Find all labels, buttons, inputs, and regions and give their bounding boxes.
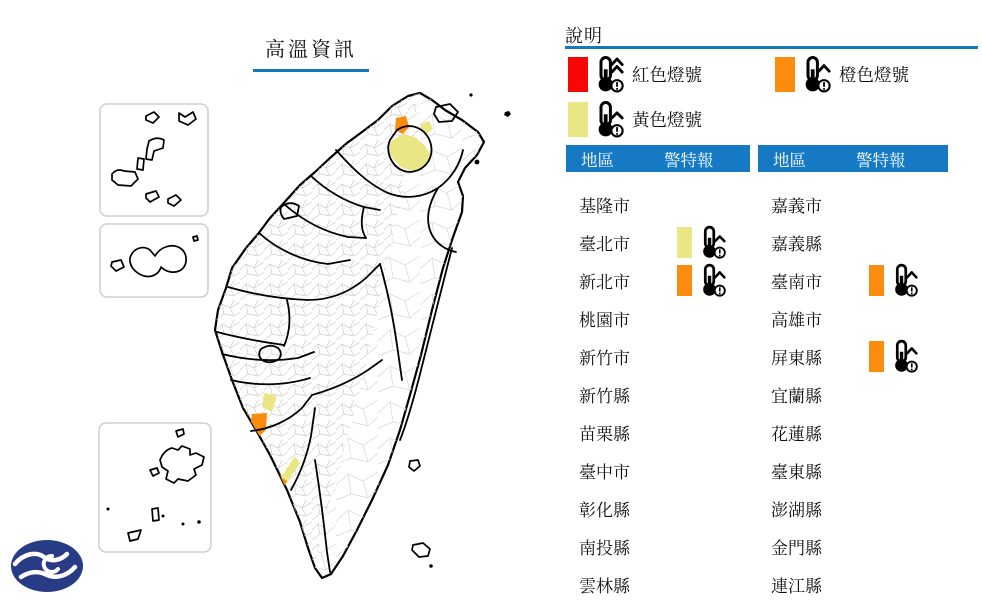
table-row[interactable] bbox=[758, 565, 948, 603]
region-label: 臺中市 bbox=[579, 462, 630, 482]
orchid-island bbox=[412, 543, 430, 557]
region-label: 新竹市 bbox=[579, 348, 630, 368]
warning-cell bbox=[677, 223, 727, 261]
warning-cell bbox=[677, 261, 727, 299]
thermometer-icon bbox=[593, 55, 625, 93]
legend-rule bbox=[565, 46, 978, 49]
region-label: 高雄市 bbox=[771, 310, 822, 330]
table-row[interactable] bbox=[566, 375, 750, 413]
little-orchid-islet bbox=[429, 564, 433, 568]
yellow-swatch bbox=[568, 102, 588, 137]
table-row[interactable] bbox=[566, 261, 750, 299]
table-row[interactable] bbox=[758, 223, 948, 261]
table-header bbox=[566, 145, 750, 172]
table-row[interactable] bbox=[758, 299, 948, 337]
table-header bbox=[758, 145, 948, 172]
table-row[interactable] bbox=[566, 451, 750, 489]
thermometer-icon-slot bbox=[593, 100, 625, 138]
legend-heading: 說明 bbox=[565, 26, 603, 46]
region-label: 花蓮縣 bbox=[771, 424, 822, 444]
warning-column-header: 警特報 bbox=[856, 151, 906, 170]
table-body bbox=[758, 185, 948, 603]
region-label: 金門縣 bbox=[771, 538, 822, 558]
thermometer-icon bbox=[890, 339, 919, 373]
region-label: 嘉義縣 bbox=[771, 234, 822, 254]
region-label: 嘉義市 bbox=[771, 196, 822, 216]
red-swatch bbox=[568, 57, 588, 92]
orange-swatch bbox=[775, 57, 795, 92]
east-islet bbox=[475, 160, 480, 165]
region-label: 彰化縣 bbox=[579, 500, 630, 520]
thermometer-icon bbox=[800, 55, 832, 93]
thermometer-icon bbox=[890, 263, 919, 297]
region-label: 臺東縣 bbox=[771, 462, 822, 482]
table-body bbox=[566, 185, 750, 603]
warning-column-header: 警特報 bbox=[664, 151, 714, 170]
warning-badge-orange bbox=[677, 265, 692, 296]
guishan-island bbox=[504, 111, 511, 117]
table-row[interactable] bbox=[758, 489, 948, 527]
legend-item-yellow bbox=[568, 98, 702, 140]
thermometer-icon bbox=[593, 100, 625, 138]
region-column-header: 地區 bbox=[773, 151, 806, 170]
thermometer-icon bbox=[698, 263, 727, 297]
page-title: 高溫資訊 bbox=[253, 33, 369, 72]
warning-cell bbox=[869, 337, 919, 375]
legend-label: 橙色燈號 bbox=[839, 64, 909, 85]
warning-badge-orange bbox=[869, 341, 884, 372]
legend-item-orange bbox=[775, 53, 909, 95]
inset-box-kinmen bbox=[100, 224, 208, 297]
table-row[interactable] bbox=[566, 527, 750, 565]
region-label: 屏東縣 bbox=[771, 348, 822, 368]
warning-table-left bbox=[566, 145, 750, 603]
table-row[interactable] bbox=[758, 261, 948, 299]
inset-box-matsu bbox=[100, 104, 208, 216]
region-label: 澎湖縣 bbox=[771, 500, 822, 520]
table-row[interactable] bbox=[758, 185, 948, 223]
keelung-islet bbox=[469, 93, 472, 96]
region-label: 新竹縣 bbox=[579, 386, 630, 406]
table-row[interactable] bbox=[566, 299, 750, 337]
table-row[interactable] bbox=[758, 451, 948, 489]
table-row[interactable] bbox=[566, 223, 750, 261]
table-row[interactable] bbox=[566, 489, 750, 527]
cwb-logo[interactable] bbox=[11, 540, 83, 592]
inset-box-penghu bbox=[99, 423, 211, 552]
legend-label: 紅色燈號 bbox=[632, 64, 702, 85]
warning-table-right bbox=[758, 145, 948, 603]
region-label: 宜蘭縣 bbox=[771, 386, 822, 406]
region-label: 雲林縣 bbox=[579, 576, 630, 596]
region-label: 新北市 bbox=[579, 272, 630, 292]
table-row[interactable] bbox=[758, 375, 948, 413]
region-label: 連江縣 bbox=[771, 576, 822, 596]
region-label: 苗栗縣 bbox=[579, 424, 630, 444]
warning-cell bbox=[869, 261, 919, 299]
thermometer-icon bbox=[698, 225, 727, 259]
warning-badge-orange bbox=[869, 265, 884, 296]
region-label: 臺北市 bbox=[579, 234, 630, 254]
region-label: 桃園市 bbox=[579, 310, 630, 330]
region-label: 基隆市 bbox=[579, 196, 630, 216]
table-row[interactable] bbox=[758, 527, 948, 565]
table-row[interactable] bbox=[566, 185, 750, 223]
legend-label: 黃色燈號 bbox=[632, 109, 702, 130]
table-row[interactable] bbox=[758, 337, 948, 375]
table-row[interactable] bbox=[758, 413, 948, 451]
region-label: 南投縣 bbox=[579, 538, 630, 558]
thermometer-icon-slot bbox=[800, 55, 832, 93]
legend-item-red bbox=[568, 53, 702, 95]
green-island bbox=[409, 460, 420, 471]
region-label: 臺南市 bbox=[771, 272, 822, 292]
table-row[interactable] bbox=[566, 413, 750, 451]
warning-badge-yellow bbox=[677, 227, 692, 258]
thermometer-icon-slot bbox=[593, 55, 625, 93]
region-column-header: 地區 bbox=[581, 151, 614, 170]
table-row[interactable] bbox=[566, 565, 750, 603]
table-row[interactable] bbox=[566, 337, 750, 375]
